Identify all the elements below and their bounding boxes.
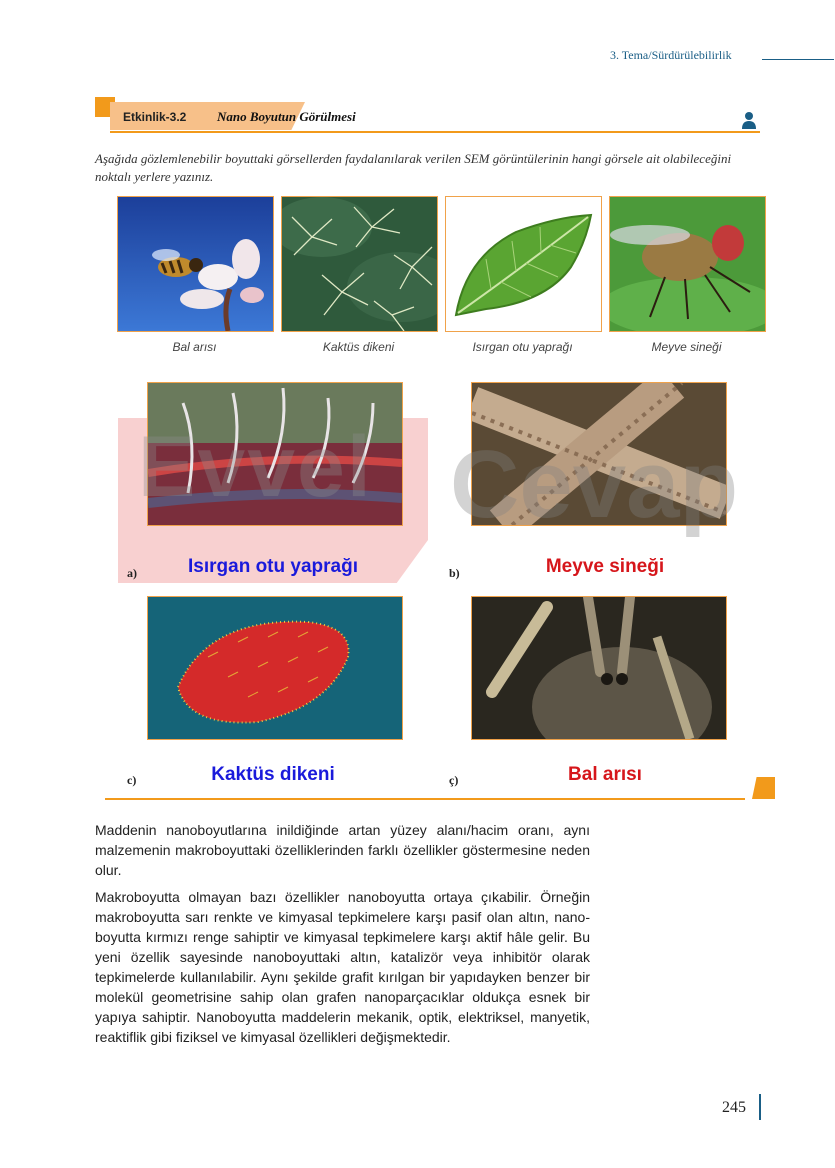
photo-nettle-leaf [445, 196, 602, 332]
answer-text: Isırgan otu yaprağı [188, 556, 358, 577]
chapter-theme: 3. Tema/Sürdürülebilirlik [610, 48, 732, 62]
answer-text: Bal arısı [568, 764, 642, 785]
answer-text: Kaktüs dikeni [211, 764, 335, 785]
activity-code: Etkinlik-3.2 [123, 110, 187, 124]
activity-header [95, 102, 760, 132]
activity-end-marker [752, 777, 775, 799]
photo-caption: Isırgan otu yaprağı [472, 340, 573, 354]
answer-letter: c) [127, 773, 137, 787]
photo-fruit-fly [609, 196, 766, 332]
body-paragraph: Makroboyutta olmayan bazı özellikler nanoboyutta ortaya çıkabilir. Örneğin makroboyutta sarı renkte ve kimyasal tepkimelere karşı pasif olan altın, nano-boyutta kırmızı renge sahiptir ve kimyasal tepkimelere karşı aktif hâle gelir. Bu yeni özellik sayesinde nanoboyuttaki altın, katalizör veya inhibitör olarak tepkimelerde kullanılabilir. Aynı şekilde grafit kırılgan bir yapıdayken benzer bir molekül geometrisine sahip olan grafen nanoparçacıklar oldukça esnek bir yapıya sahiptir. Nanoboyutta maddelerin mekanik, optik, elektriksel, manyetik, reaktiflik gibi fiziksel ve kimyasal özellikleri değişmektedir. [95, 889, 590, 1045]
watermark-logo: Evvel [138, 419, 373, 515]
answer-letter: a) [127, 566, 137, 580]
sem-bee-head [472, 597, 726, 739]
activity-title: Nano Boyutun Görülmesi [217, 109, 356, 124]
answer-letter: b) [449, 566, 460, 580]
photo-bee [117, 196, 274, 332]
activity-bottom-rule [105, 798, 745, 800]
answer-letter: ç) [449, 773, 459, 787]
person-icon [741, 111, 757, 129]
fruit-fly-image [610, 197, 765, 331]
photo-cactus [281, 196, 438, 332]
page-number-bar [759, 1094, 761, 1120]
answer-text: Meyve sineği [545, 556, 665, 577]
sem-cactus-spine [148, 597, 402, 739]
photo-caption: Bal arısı [172, 340, 217, 354]
sem-image-c [147, 596, 403, 740]
nettle-leaf-image [446, 197, 601, 331]
sem-image-d [471, 596, 727, 740]
watermark-logo: Cevap [450, 431, 739, 538]
body-paragraph: Maddenin nanoboyutlarına inildiğinde artan yüzey alanı/hacim oranı, aynı malzemenin makroboyuttaki özelliklerinden farklı özellikler göstermesine neden olur. [95, 822, 590, 878]
activity-rule [110, 131, 760, 133]
photo-caption: Meyve sineği [651, 340, 722, 354]
cactus-image [282, 197, 437, 331]
page-number: 245 [722, 1099, 746, 1116]
header-rule [762, 59, 834, 60]
photo-caption: Kaktüs dikeni [322, 340, 395, 354]
bee-image [118, 197, 273, 331]
instruction-text: Aşağıda gözlemlenebilir boyuttaki görsellerden faydalanılarak verilen SEM görüntülerinin hangi görsele ait olabileceğini noktalı yerlere yazınız. [95, 151, 732, 184]
